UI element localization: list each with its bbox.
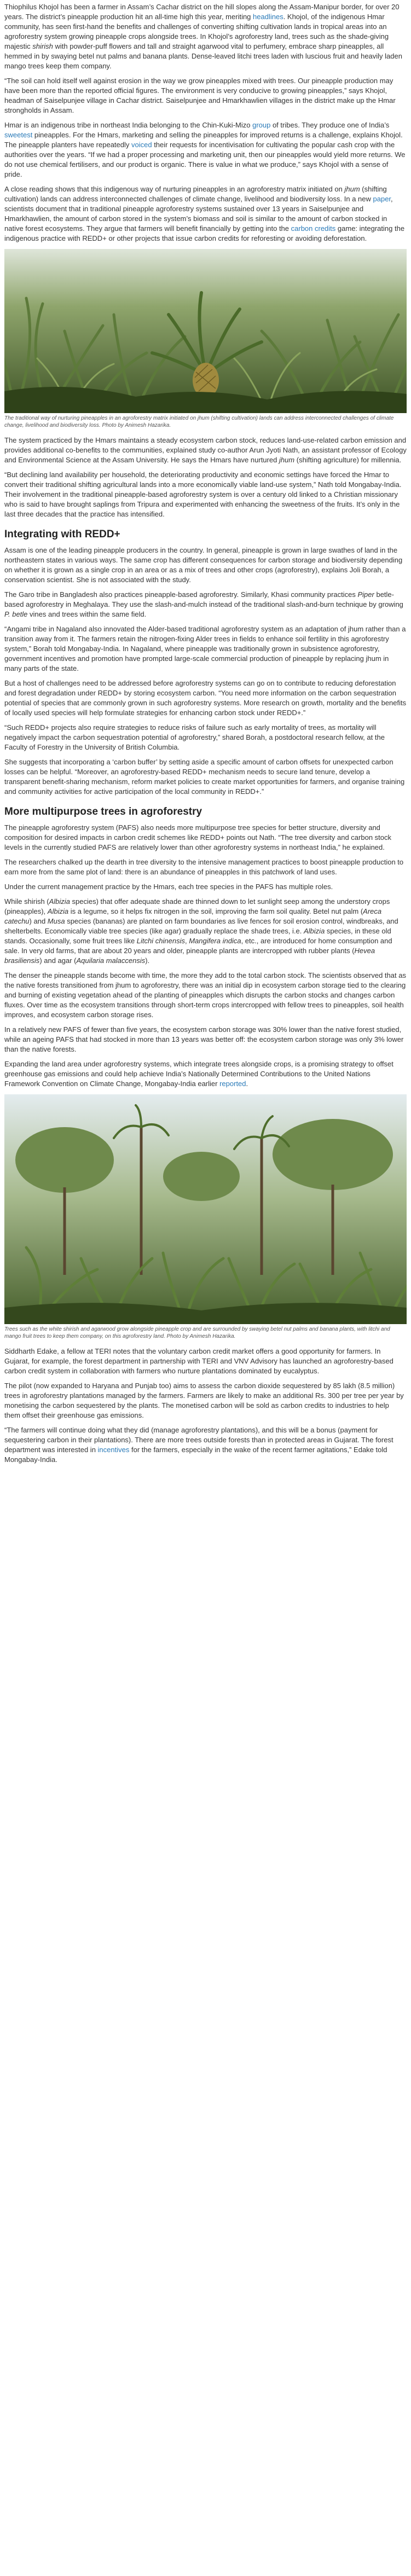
paragraph: “But declining land availability per household, the deteriorating productivity and economic settings have forced the Hmar to convert their traditional shifting agricultural lands into a more economically viable land-use system,” Nath told Mongabay-India. Their involvement in the traditional pineapple-based agroforestry system is over a century old linked to a Christian missionary who is said to have brought saplings from Tripura and experimented with enhancing the sweetness of the fruits. It’s only in the last three decades that the practice has intensified. xyxy=(4,471,402,518)
paragraph: In a relatively new PAFS of fewer than five years, the ecosystem carbon storage was 30% lower than the native forest studied, while an ageing PAFS that had stocked in more than 13 years was better off: the ecosystem carbon storage was only 3% lower than the native forests. xyxy=(4,1025,404,1053)
carbon-credits-link[interactable]: carbon credits xyxy=(291,224,336,233)
paragraph: “Angami tribe in Nagaland also innovated the Alder-based traditional agroforestry system as an adaptation of jhum rather than a transition away from it. The farmers retain the nitrogen-fixing Alder trees in fields to enhance soil fertility in this agroforestry system,” Borah told Mongabay-India. In Nagaland, where pineapple was traditionally grown in subsistence agroforestry, government incentives and promotion have prompted large-scale commercial production of pineapple by replacing jhum in many parts of the state. xyxy=(4,625,406,672)
paragraph: The pineapple agroforestry system (PAFS) also needs more multipurpose tree species for better structure, diversity and composition for desired impacts in carbon credit schemes like REDD+ points out Nath. “The tree diversity and carbon stock levels in the currently studied PAFS are relatively lower than other agroforestry systems in northeast India,” he explained. xyxy=(4,823,392,851)
photo-figure-1 xyxy=(4,249,407,429)
group-link[interactable]: group xyxy=(252,121,271,129)
paragraph: The pilot (now expanded to Haryana and Punjab too) aims to assess the carbon dioxide sequestered by 85 lakh (8.5 million) trees in agroforestry plantations managed by the farmers. Farmers are likely to make an additional Rs. 300 per tree per year by monetising the carbon sequestered by the plants. The monetised carbon will be sold as carbon credits to industries to help them offset their greenhouse gas emissions. xyxy=(4,1382,404,1419)
reported-link[interactable]: reported xyxy=(219,1080,246,1088)
paragraph: The system practiced by the Hmars maintains a steady ecosystem carbon stock, reduces land-use-related carbon emission and provides additional co-benefits to the communities, explained study co-author Arun Jyoti Nath, an assistant professor of Ecology and Environmental Science at the Assam University. He says the Hmars have nurtured jhum (shifting agriculture) for millennia. xyxy=(4,436,407,464)
paragraph: She suggests that incorporating a ‘carbon buffer’ by setting aside a specific amount of carbon offsets for unexpected carbon losses can be helpful. “Moreover, an agroforestry-based REDD+ mechanism needs to secure land tenure, develop a transparent benefit-sharing mechanism, reform market policies to create market opportunities for farmers, and organise training and community activities for active participation of the local community in REDD+.” xyxy=(4,758,405,796)
paragraph: A close reading shows that this indigenous way of nurturing pineapples in an agroforestry matrix initiated on jhum (shifting cultivation) lands can address interconnected challenges of climate change, livelihood and biodiversity loss. In a new paper, scientists document that in traditional pineapple agroforestry systems sustained over 13 years in Saiselpunjee and Hmarkhawlien, the amount of carbon stored in the system’s biomass and soil is similar to the amount of carbon stocked in native forest ecosystems. They argue that farmers will benefit financially by getting into the carbon credits game: integrating the indigenous practice with REDD+ or other projects that issue carbon credits for reforesting or avoiding deforestation. xyxy=(4,185,405,242)
photo-figure-2 xyxy=(4,1094,407,1340)
paragraph: Under the current management practice by the Hmars, each tree species in the PAFS has multiple roles. xyxy=(4,883,333,891)
paragraph: But a host of challenges need to be addressed before agroforestry systems can go on to contribute to reducing deforestation and forest degradation under REDD+ by storing ecosystem carbon. “You need more information on the carbon sequestration potential of species that are commonly grown in such agroforestry systems. More research on growth, mortality and the benefits of locally used species will help formulate strategies for enhancing carbon stock under REDD+.” xyxy=(4,679,407,717)
paragraph: Assam is one of the leading pineapple producers in the country. In general, pineapple is grown in large swathes of land in the northeastern states in various ways. The same crop has different consequences for carbon storage and biodiversity depending on whether it is grown as a single crop in an area or as a mix of trees and other crops (agroforestry), explains Joli Borah, a conservation scientist. She is not associated with the study. xyxy=(4,546,403,584)
photo-caption: Trees such as the white shirish and agarwood grow alongside pineapple crop and are surrounded by swaying betel nut palms and banana plants, with litchi and mango fruit trees to keep them company, on this agroforestry land. Photo by Animesh Hazarika. xyxy=(4,1326,390,1339)
section-heading: Integrating with REDD+ xyxy=(4,529,120,540)
paragraph: Siddharth Edake, a fellow at TERI notes that the voluntary carbon credit market offers a good opportunity for farmers. In Gujarat, for example, the forest department in partnership with TERI and VNV Advisory has launched an agroforestry-based carbon credit system in collaboration with farmers who nurture plantations dominated by eucalyptus. xyxy=(4,1347,393,1375)
paragraph: The researchers chalked up the dearth in tree diversity to the intensive management practices to boost pineapple production to earn more from the same plot of land: there is an abundance of pineapples in this patchwork of land uses. xyxy=(4,858,404,876)
paragraph: The denser the pineapple stands become with time, the more they add to the total carbon stock. The scientists observed that as the native forests transitioned from jhum to agroforestry, there was an initial dip in ecosystem carbon storage tied to the clearing and burning of existing vegetation ahead of the planting of pineapples which disrupts the carbon stocks and changes carbon fluxes. Over time as the ecosystem transitions through short-term crops intercropped with fellow trees to pineapples, soil health improves, and ecosystem carbon storage rises. xyxy=(4,971,406,1019)
photo-caption: The traditional way of nurturing pineapples in an agroforestry matrix initiated on jhum (shifting cultivation) lands can address interconnected challenges of climate change, livelihood and biodiversity loss. Photo by Animesh Hazarika. xyxy=(4,415,394,428)
sweetest-link[interactable]: sweetest xyxy=(4,131,33,139)
paragraph: “The soil can hold itself well against erosion in the way we grow pineapples mixed with trees. Our pineapple production may have been more than the reported official figures. The environment is very conducive to growing pineapples,” says Khojol, headman of Saiselpunjee village in Cachar district. Saiselpunjee and Hmarkhawlien villages in the district make up the Hmar strongholds in Assam. xyxy=(4,77,396,114)
paragraph: While shirish (Albizia species) that offer adequate shade are thinned down to let sunlight seep among the understory crops (pineapples), Albizia is a legume, so it helps fix nitrogen in the soil, improving the farm soil quality. Betel nut palm (Areca catechu) and Musa species (bananas) are planted on farm boundaries as live fences for soil erosion control, windbreaks, and shelterbelts. Economically viable tree species (like agar) gradually replace the shade trees, i.e. Albizia species, in these old stands. Occasionally, some fruit trees like Litchi chinensis, Mangifera indica, etc., are introduced for home consumption and sale. In very old farms, that are about 20 years and older, pineapple plants are intercropped with rubber plants (Hevea brasiliensis) and agar (Aquilaria malaccensis). xyxy=(4,897,398,965)
paragraph: Hmar is an indigenous tribe in northeast India belonging to the Chin-Kuki-Mizo group of tribes. They produce one of India’s sweetest pineapples. For the Hmars, marketing and selling the pineapples for improved returns is a challenge, explains Khojol. The pineapple planters have repeatedly voiced their requests for incentivisation for cultivating the popular cash crop with the authorities over the years. “If we had a proper processing and marketing unit, then our pineapples would yield more returns. We do not use chemical fertilisers, and our product is organic. There is value in what we produce,” says Khojol with a sense of pride. xyxy=(4,121,406,178)
pineapple-plantation-photo xyxy=(4,249,407,413)
paragraph: Expanding the land area under agroforestry systems, which integrate trees alongside crops, is a promising strategy to offset greenhouse gas emissions and could help achieve India’s Nationally Determined Contributions to the United Nations Framework Convention on Climate Change, Mongabay-India earlier reported. xyxy=(4,1060,393,1088)
agroforestry-trees-photo xyxy=(4,1094,407,1324)
paragraph: The Garo tribe in Bangladesh also practices pineapple-based agroforestry. Similarly, Khasi community practices Piper betle-based agroforestry in Meghalaya. They use the slash-and-mulch instead of the traditional slash-and-burn technique by growing P. betle vines and trees within the same field. xyxy=(4,590,403,618)
section-heading: More multipurpose trees in agroforestry xyxy=(4,806,202,817)
paper-link[interactable]: paper xyxy=(373,195,391,203)
headlines-link[interactable]: headlines xyxy=(253,13,283,21)
paragraph: “The farmers will continue doing what they did (manage agroforestry plantations), and this will be a bonus (payment for sequestering carbon in their plantations). There are more trees outside forests than in protected areas in Gujarat. The forest department was interested in incentives for the farmers, especially in the wake of the recent farmer agitations,” Edake told Mongabay-India. xyxy=(4,1426,393,1464)
incentives-link[interactable]: incentives xyxy=(97,1446,130,1454)
paragraph: Thiophilus Khojol has been a farmer in Assam’s Cachar district on the hill slopes along the Assam-Manipur border, for over 20 years. The district’s pineapple production hit an all-time high this year, meriting headlines. Khojol, of the indigenous Hmar community, has seen first-hand the benefits and challenges of converting shifting cultivation lands in tropical areas into an agroforestry system growing pineapple crops alongside trees. In Khojol’s agroforestry land, trees such as the shade-giving majestic shirish with powder-puff flowers and tall and straight agarwood vital to perfumery, embrace sharp pineapples, all hemmed in by swaying betel nut palms and banana plants. Dense-leaved litchi trees laden with luscious fruit and heavily laden mango trees keep them company. xyxy=(4,3,402,70)
paragraph: “Such REDD+ projects also require strategies to reduce risks of failure such as early mortality of trees, as mortality will negatively impact the carbon sequestration potential of agroforestry,” shared Borah, a postdoctoral research fellow, at the Faculty of Forestry in the University of British Columbia. xyxy=(4,723,385,751)
voiced-link[interactable]: voiced xyxy=(131,141,152,149)
